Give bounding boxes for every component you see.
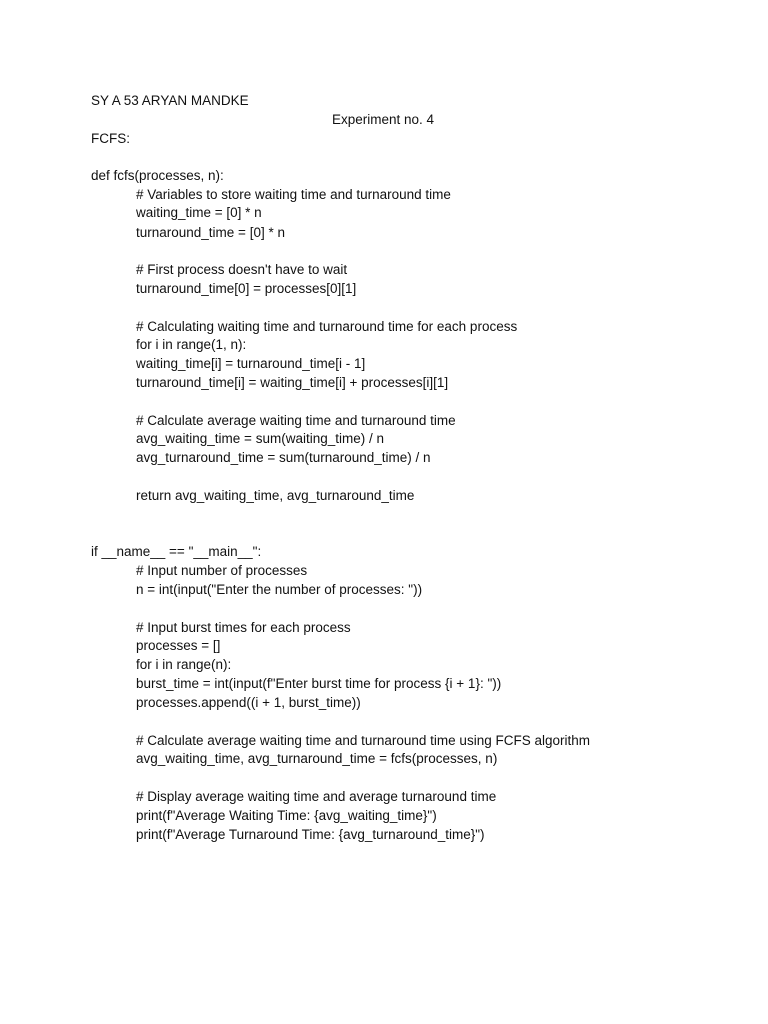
code-line-fcfs-call: avg_waiting_time, avg_turnaround_time = fcfs(processes, n) [136, 751, 498, 766]
code-comment-input: # Input number of processes [136, 563, 308, 578]
code-line-for-range: for i in range(1, n): [136, 337, 247, 352]
code-line-turnaround-first: turnaround_time[0] = processes[0][1] [136, 281, 357, 296]
code-line-for-n: for i in range(n): [136, 657, 232, 672]
code-line-avg-turnaround: avg_turnaround_time = sum(turnaround_time) / n [136, 450, 431, 465]
code-line-avg-waiting: avg_waiting_time = sum(waiting_time) / n [136, 431, 384, 446]
code-comment-vars: # Variables to store waiting time and turnaround time [136, 187, 451, 202]
code-line-return: return avg_waiting_time, avg_turnaround_time [136, 488, 415, 503]
code-line-append: processes.append((i + 1, burst_time)) [136, 695, 361, 710]
section-heading: FCFS: [91, 131, 130, 146]
code-line-waiting-init: waiting_time = [0] * n [136, 205, 262, 220]
code-line-turnaround-init: turnaround_time = [0] * n [136, 225, 285, 240]
code-line-print-turnaround: print(f"Average Turnaround Time: {avg_turnaround_time}") [136, 827, 485, 842]
code-line-waiting-calc: waiting_time[i] = turnaround_time[i - 1] [136, 356, 366, 371]
code-line-n-input: n = int(input("Enter the number of processes: ")) [136, 582, 423, 597]
code-line-processes-init: processes = [] [136, 638, 221, 653]
code-comment-fcfs-call: # Calculate average waiting time and turnaround time using FCFS algorithm [136, 733, 590, 748]
code-comment-burst: # Input burst times for each process [136, 620, 351, 635]
author-line: SY A 53 ARYAN MANDKE [91, 93, 249, 108]
code-line-burst-input: burst_time = int(input(f"Enter burst time for process {i + 1}: ")) [136, 676, 502, 691]
code-comment-first: # First process doesn't have to wait [136, 262, 348, 277]
code-comment-avg: # Calculate average waiting time and turnaround time [136, 413, 456, 428]
code-comment-display: # Display average waiting time and average turnaround time [136, 789, 497, 804]
code-line-def: def fcfs(processes, n): [91, 168, 224, 183]
code-line-print-waiting: print(f"Average Waiting Time: {avg_waiting_time}") [136, 808, 437, 823]
code-line-turnaround-calc: turnaround_time[i] = waiting_time[i] + processes[i][1] [136, 375, 449, 390]
code-line-main-if: if __name__ == "__main__": [91, 544, 262, 559]
code-comment-calc: # Calculating waiting time and turnaround time for each process [136, 319, 518, 334]
experiment-title: Experiment no. 4 [332, 112, 435, 127]
